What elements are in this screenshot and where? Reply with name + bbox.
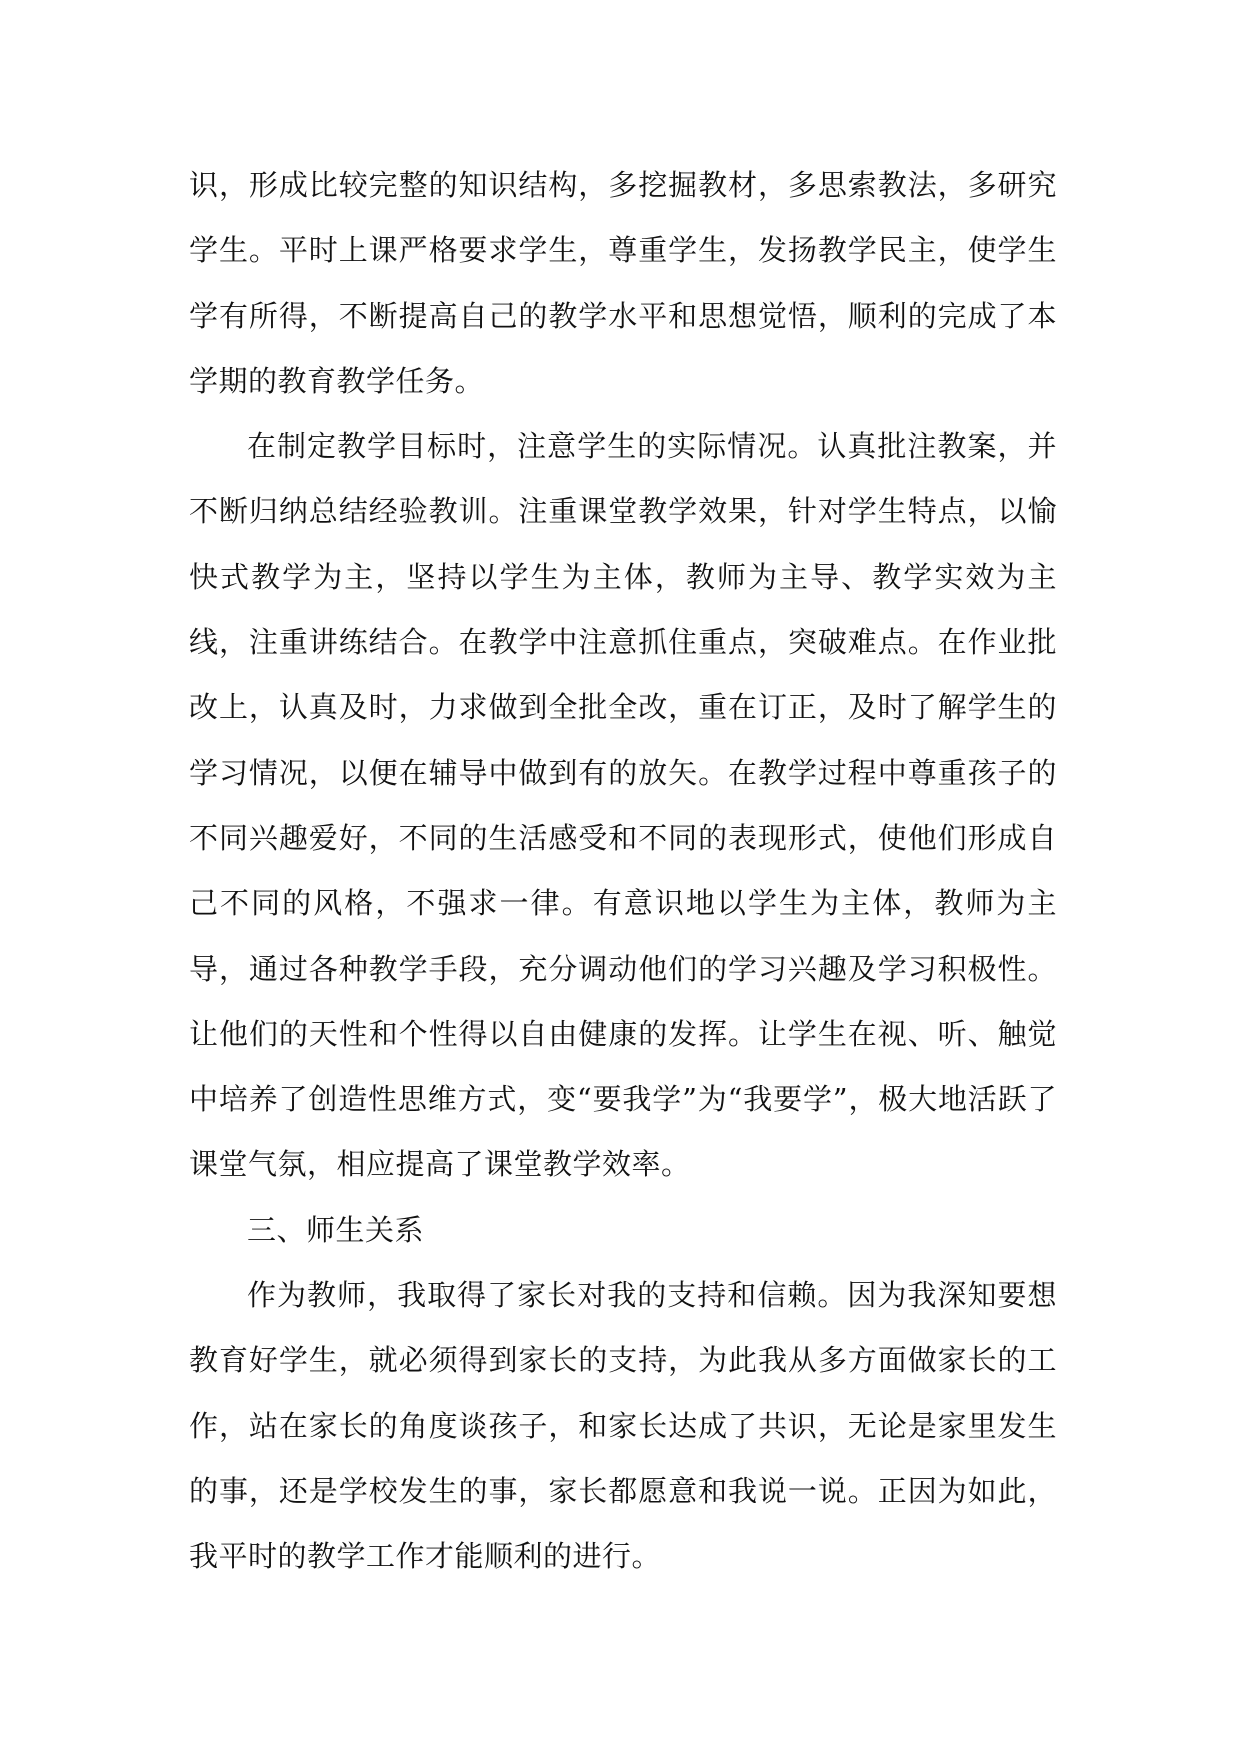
paragraph-teaching-goals: 在制定教学目标时，注意学生的实际情况。认真批注教案，并不断归纳总结经验教训。注重课堂教学效果，针对学生特点，以愉快式教学为主，坚持以学生为主体，教师为主导、教学实效为主线，注重讲练结合。在教学中注意抓住重点，突破难点。在作业批改上，认真及时，力求做到全批全改，重在订正，及时了解学生的学习情况，以便在辅导中做到有的放矢。在教学过程中尊重孩子的不同兴趣爱好，不同的生活感受和不同的表现形式，使他们形成自己不同的风格，不强求一律。有意识地以学生为主体，教师为主导，通过各种教学手段，充分调动他们的学习兴趣及学习积极性。让他们的天性和个性得以自由健康的发挥。让学生在视、听、触觉中培养了创造性思维方式，变“要我学”为“我要学”，极大地活跃了课堂气氛，相应提高了课堂教学效率。 [189, 429, 1057, 1182]
document-body [189, 153, 1057, 1590]
section-heading-teacher-student-relationship: 三、师生关系 [247, 1212, 425, 1247]
paragraph-parent-support: 作为教师，我取得了家长对我的支持和信赖。因为我深知要想教育好学生，就必须得到家长的支持，为此我从多方面做家长的工作，站在家长的角度谈孩子，和家长达成了共识，无论是家里发生的事，还是学校发生的事，家长都愿意和我说一说。正因为如此，我平时的教学工作才能顺利的进行。 [189, 1278, 1057, 1574]
paragraph-continued: 识，形成比较完整的知识结构，多挖掘教材，多思索教法，多研究学生。平时上课严格要求学生，尊重学生，发扬教学民主，使学生学有所得，不断提高自己的教学水平和思想觉悟，顺利的完成了本学期的教育教学任务。 [189, 168, 1057, 398]
